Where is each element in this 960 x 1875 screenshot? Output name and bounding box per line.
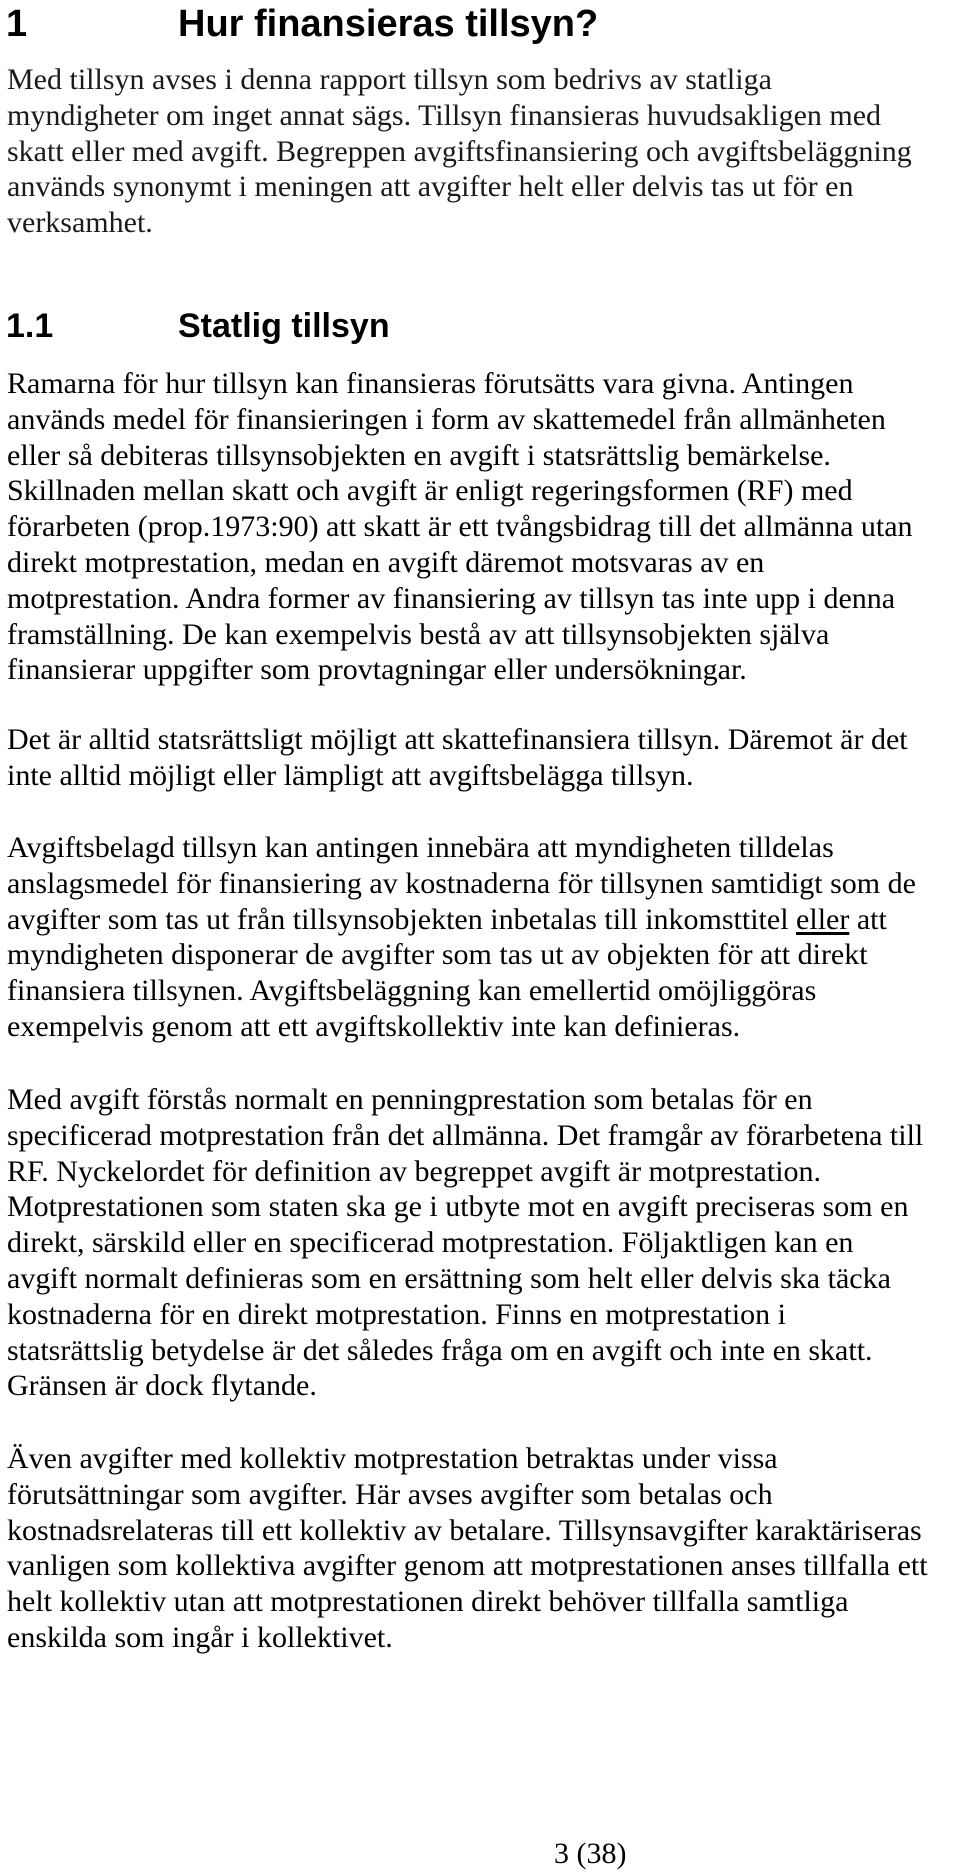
chapter-heading bbox=[0, 2, 960, 46]
section-heading bbox=[0, 306, 960, 346]
text-line: kostnadsrelateras till ett kollektiv av betalare. Tillsynsavgifter karaktäriseras bbox=[7, 1513, 922, 1547]
text-line: anslagsmedel för finansiering av kostnaderna för tillsynen samtidigt som de bbox=[7, 866, 916, 900]
text-line: avgift normalt definieras som en ersättning som helt eller delvis ska täcka bbox=[7, 1261, 891, 1295]
text-line: finansiera tillsynen. Avgiftsbeläggning kan emellertid omöjliggöras bbox=[7, 974, 817, 1008]
body-paragraph bbox=[7, 1082, 923, 1404]
text-line: används synonymt i meningen att avgifter helt eller delvis tas ut för en bbox=[7, 170, 854, 204]
chapter-title: Hur finansieras tillsyn? bbox=[178, 3, 599, 45]
text-line: Motprestationen som staten ska ge i utbyte mot en avgift preciseras som en bbox=[7, 1190, 909, 1224]
text-line: kostnaderna för en direkt motprestation. Finns en motprestation i bbox=[7, 1297, 787, 1331]
body-paragraph bbox=[7, 1441, 928, 1656]
text-segment: att bbox=[849, 902, 887, 936]
text-line: Skillnaden mellan skatt och avgift är enligt regeringsformen (RF) med bbox=[7, 474, 853, 508]
text-line: förarbeten (prop.1973:90) att skatt är ett tvångsbidrag till det allmänna utan bbox=[7, 510, 913, 544]
text-line: specificerad motprestation från det allmänna. Det framgår av förarbetena till bbox=[7, 1118, 924, 1152]
text-line: myndigheten disponerar de avgifter som tas ut av objekten för att direkt bbox=[7, 938, 868, 972]
text-line: Avgiftsbelagd tillsyn kan antingen innebära att myndigheten tilldelas bbox=[7, 831, 834, 864]
text-line: motprestation. Andra former av finansiering av tillsyn tas inte upp i denna bbox=[7, 581, 896, 615]
text-line bbox=[7, 902, 916, 938]
text-line: finansierar uppgifter som provtagningar eller undersökningar. bbox=[7, 653, 747, 687]
text-line: förutsättningar som avgifter. Här avses avgifter som betalas och bbox=[7, 1477, 773, 1511]
intro-paragraph bbox=[7, 62, 912, 241]
body-paragraph bbox=[7, 830, 916, 1045]
text-line: används medel för finansieringen i form av skattemedel från allmänheten bbox=[7, 402, 886, 436]
text-line: direkt, särskild eller en specificerad motprestation. Följaktligen kan en bbox=[7, 1226, 854, 1260]
text-line: framställning. De kan exempelvis bestå av att tillsynsobjekten själva bbox=[7, 617, 830, 651]
text-line: vanligen som kollektiva avgifter genom att motprestationen anses tillfalla ett bbox=[7, 1549, 928, 1583]
text-line: Det är alltid statsrättsligt möjligt att skattefinansiera tillsyn. Däremot är det bbox=[7, 723, 908, 756]
text-segment: avgifter som tas ut från tillsynsobjekten inbetalas till inkomsttitel bbox=[7, 902, 797, 936]
text-line: statsrättslig betydelse är det således fråga om en avgift och inte en skatt. bbox=[7, 1333, 873, 1367]
text-line: enskilda som ingår i kollektivet. bbox=[7, 1620, 393, 1654]
text-line: Med avgift förstås normalt en penningprestation som betalas för en bbox=[7, 1083, 813, 1116]
text-line: inte alltid möjligt eller lämpligt att avgiftsbelägga tillsyn. bbox=[7, 758, 694, 792]
section-number: 1.1 bbox=[6, 307, 54, 345]
text-line: myndigheter om inget annat sägs. Tillsyn finansieras huvudsakligen med bbox=[7, 98, 882, 132]
text-line: skatt eller med avgift. Begreppen avgiftsfinansiering och avgiftsbeläggning bbox=[7, 134, 912, 168]
chapter-number: 1 bbox=[6, 3, 28, 45]
text-line: verksamhet. bbox=[7, 206, 153, 240]
text-line: Gränsen är dock flytande. bbox=[7, 1369, 317, 1403]
page-number: 3 (38) bbox=[554, 1837, 627, 1870]
text-line: helt kollektiv utan att motprestationen direkt behöver tillfalla samtliga bbox=[7, 1585, 849, 1619]
text-line: Även avgifter med kollektiv motprestation betraktas under vissa bbox=[7, 1442, 778, 1475]
underlined-word: eller bbox=[796, 902, 850, 936]
body-paragraph bbox=[7, 722, 908, 794]
text-line: Med tillsyn avses i denna rapport tillsyn som bedrivs av statliga bbox=[7, 63, 772, 96]
text-line: Ramarna för hur tillsyn kan finansieras förutsätts vara givna. Antingen bbox=[7, 367, 854, 400]
text-line: eller så debiteras tillsynsobjekten en avgift i statsrättslig bemärkelse. bbox=[7, 438, 831, 472]
body-paragraph bbox=[7, 366, 913, 688]
text-line: direkt motprestation, medan en avgift däremot motsvaras av en bbox=[7, 545, 765, 579]
text-line: RF. Nyckelordet för definition av begreppet avgift är motprestation. bbox=[7, 1154, 822, 1188]
text-line: exempelvis genom att ett avgiftskollektiv inte kan definieras. bbox=[7, 1009, 741, 1043]
section-title: Statlig tillsyn bbox=[178, 307, 390, 345]
